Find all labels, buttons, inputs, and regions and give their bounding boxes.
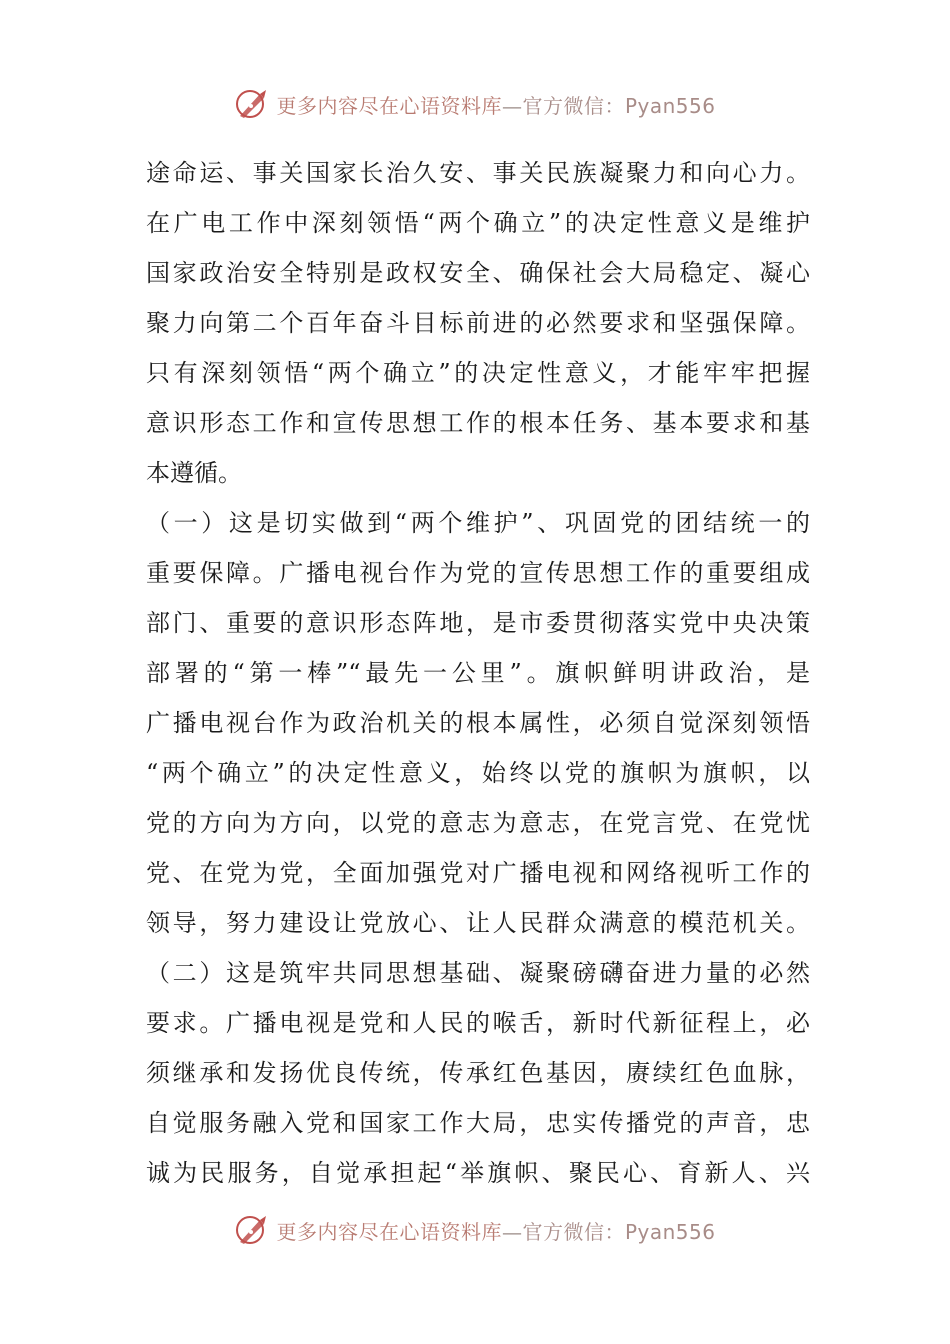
text-line: 在广电工作中深刻领悟“两个确立”的决定性意义是维护	[146, 209, 810, 237]
banner-text	[276, 1216, 715, 1245]
text-line: （二）这是筑牢共同思想基础、凝聚磅礴奋进力量的必然	[146, 959, 810, 987]
pen-nib-logo-icon	[234, 1212, 270, 1248]
text-line: 聚力向第二个百年奋斗目标前进的必然要求和坚强保障。	[146, 309, 810, 337]
text-line: “两个确立”的决定性意义，始终以党的旗帜为旗帜，以	[146, 759, 810, 787]
text-line: 自觉服务融入党和国家工作大局，忠实传播党的声音，忠	[146, 1109, 810, 1137]
text-line: 国家政治安全特别是政权安全、确保社会大局稳定、凝心	[146, 259, 810, 287]
document-body	[146, 148, 810, 1198]
banner-main-text: 更多内容尽在心语资料库	[276, 1219, 502, 1244]
text-line: 重要保障。广播电视台作为党的宣传思想工作的重要组成	[146, 559, 810, 587]
text-line: （一）这是切实做到“两个维护”、巩固党的团结统一的	[146, 509, 810, 537]
text-line: 部署的“第一棒”“最先一公里”。旗帜鲜明讲政治，是	[146, 659, 810, 687]
footer-banner	[0, 1210, 950, 1250]
text-line: 本遵循。	[146, 459, 242, 487]
text-line: 党的方向为方向，以党的意志为意志，在党言党、在党忧	[146, 809, 810, 837]
text-line: 要求。广播电视是党和人民的喉舌，新时代新征程上，必	[146, 1009, 810, 1037]
text-line: 广播电视台作为政治机关的根本属性，必须自觉深刻领悟	[146, 709, 810, 737]
header-banner	[0, 84, 950, 124]
text-line: 党、在党为党，全面加强党对广播电视和网络视听工作的	[146, 859, 810, 887]
banner-main-text: 更多内容尽在心语资料库	[276, 93, 502, 118]
text-line: 部门、重要的意识形态阵地，是市委贯彻落实党中央决策	[146, 609, 810, 637]
banner-wechat-text: 官方微信：Pyan556	[522, 93, 716, 118]
text-line: 须继承和发扬优良传统，传承红色基因，赓续红色血脉，	[146, 1059, 810, 1087]
text-line: 领导，努力建设让党放心、让人民群众满意的模范机关。	[146, 909, 810, 937]
text-line: 途命运、事关国家长治久安、事关民族凝聚力和向心力。	[146, 159, 810, 187]
banner-wechat-text: 官方微信：Pyan556	[522, 1219, 716, 1244]
text-line: 诚为民服务，自觉承担起“举旗帜、聚民心、育新人、兴	[146, 1159, 810, 1187]
text-line: 只有深刻领悟“两个确立”的决定性意义，才能牢牢把握	[146, 359, 810, 387]
banner-text	[276, 90, 715, 119]
text-line: 意识形态工作和宣传思想工作的根本任务、基本要求和基	[146, 409, 810, 437]
banner-separator: —	[501, 93, 523, 118]
pen-nib-logo-icon	[234, 86, 270, 122]
banner-separator: —	[501, 1219, 523, 1244]
